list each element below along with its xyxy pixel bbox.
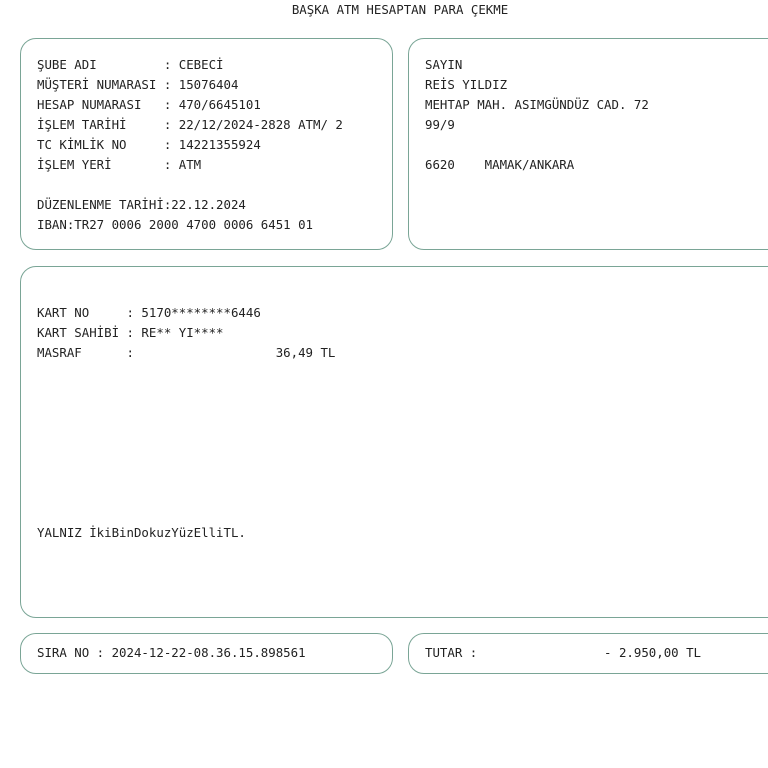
amount-in-words-line: YALNIZ İkiBinDokuzYüzElliTL. bbox=[37, 525, 246, 540]
recipient-name-line: REİS YILDIZ bbox=[425, 77, 508, 92]
total-amount-box bbox=[408, 633, 768, 674]
iban-line: IBAN:TR27 0006 2000 4700 0006 6451 01 bbox=[37, 217, 314, 232]
sequence-number-line: SIRA NO : 2024-12-22-08.36.15.898561 bbox=[37, 645, 306, 660]
card-number-line: KART NO : 5170********6446 bbox=[37, 305, 261, 320]
national-id-line: TC KİMLİK NO : 14221355924 bbox=[37, 137, 261, 152]
total-amount-line: TUTAR : - 2.950,00 TL bbox=[425, 645, 702, 660]
branch-name-line: ŞUBE ADI : CEBECİ bbox=[37, 57, 224, 72]
card-transaction-box bbox=[20, 266, 768, 618]
salutation-line: SAYIN bbox=[425, 57, 463, 72]
sequence-number-box bbox=[20, 633, 393, 674]
transaction-place-line: İŞLEM YERİ : ATM bbox=[37, 157, 202, 172]
document-title: BAŞKA ATM HESAPTAN PARA ÇEKME bbox=[291, 2, 509, 17]
address-street-line: MEHTAP MAH. ASIMGÜNDÜZ CAD. 72 bbox=[425, 97, 649, 112]
address-city-line: 6620 MAMAK/ANKARA bbox=[425, 157, 575, 172]
issue-date-line: DÜZENLENME TARİHİ:22.12.2024 bbox=[37, 197, 246, 212]
fee-line: MASRAF : 36,49 TL bbox=[37, 345, 336, 360]
customer-number-line: MÜŞTERİ NUMARASI : 15076404 bbox=[37, 77, 239, 92]
card-holder-line: KART SAHİBİ : RE** YI**** bbox=[37, 325, 224, 340]
address-number-line: 99/9 bbox=[425, 117, 455, 132]
branch-account-info-box bbox=[20, 38, 393, 250]
recipient-address-box bbox=[408, 38, 768, 250]
transaction-date-line: İŞLEM TARİHİ : 22/12/2024-2828 ATM/ 2 bbox=[37, 117, 343, 132]
account-number-line: HESAP NUMARASI : 470/6645101 bbox=[37, 97, 261, 112]
